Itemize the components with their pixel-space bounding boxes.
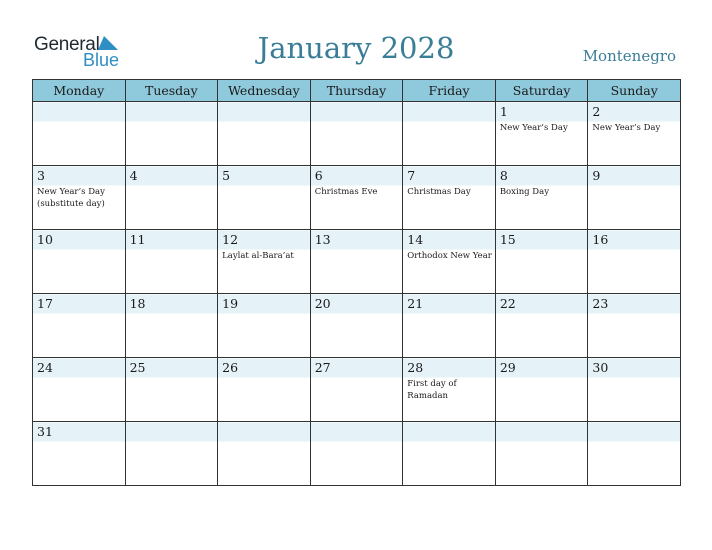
day-cell: [495, 166, 588, 230]
day-cell: [495, 358, 588, 422]
day-cell: [495, 102, 588, 166]
day-number: 27: [314, 360, 331, 375]
day-number: 22: [499, 296, 516, 311]
day-number: 21: [407, 296, 424, 311]
day-cell: [310, 422, 403, 486]
day-number: 11: [129, 232, 146, 247]
day-cell: [310, 230, 403, 294]
day-number: 13: [314, 232, 331, 247]
logo-word-blue: Blue: [83, 50, 120, 70]
day-cell: [310, 166, 403, 230]
day-number: 24: [37, 360, 53, 375]
day-cell: [125, 294, 218, 358]
day-number: 4: [129, 168, 138, 183]
day-cell: [33, 166, 126, 230]
day-cell: [403, 102, 496, 166]
day-cell: [310, 358, 403, 422]
day-number: 25: [129, 360, 146, 375]
logo-word-general: General: [34, 34, 100, 55]
day-cell: [588, 102, 681, 166]
day-number: 15: [499, 232, 516, 247]
weekday-header-row: [33, 80, 681, 102]
day-cell: [403, 230, 496, 294]
day-cell: [588, 422, 681, 486]
holiday-label: Orthodox New Year: [407, 251, 492, 261]
day-cell: [218, 102, 311, 166]
week-row: [33, 358, 681, 422]
holiday-label: Laylat al-Bara’at: [222, 251, 294, 261]
day-cell: [125, 358, 218, 422]
day-number: 14: [407, 232, 424, 247]
day-number: 1: [499, 104, 508, 119]
day-cell: [403, 422, 496, 486]
day-number: 17: [37, 296, 53, 311]
week-row: [33, 422, 681, 486]
day-number: 12: [222, 232, 239, 247]
day-cell: [33, 102, 126, 166]
day-number: 2: [592, 104, 601, 119]
day-cell: [218, 166, 311, 230]
day-number: 5: [222, 168, 231, 183]
day-cell: [218, 422, 311, 486]
day-cell: [588, 294, 681, 358]
day-cell: [403, 358, 496, 422]
day-number: 29: [499, 360, 516, 375]
week-row: [33, 166, 681, 230]
weekday-header: Friday: [403, 80, 496, 102]
day-cell: [495, 294, 588, 358]
day-cell: [33, 230, 126, 294]
weekday-header: Wednesday: [218, 80, 311, 102]
day-cell: [125, 102, 218, 166]
day-cell: [33, 358, 126, 422]
day-number: 23: [592, 296, 609, 311]
day-number: 8: [499, 168, 508, 183]
calendar-grid: [32, 79, 681, 486]
day-cell: [218, 230, 311, 294]
weekday-header: Thursday: [310, 80, 403, 102]
country-label: Montenegro: [582, 47, 676, 65]
day-number: 26: [222, 360, 239, 375]
day-number: 18: [129, 296, 146, 311]
day-number: 20: [314, 296, 331, 311]
day-cell: [125, 230, 218, 294]
day-cell: [403, 294, 496, 358]
weekday-header: Sunday: [588, 80, 681, 102]
day-cell: [403, 166, 496, 230]
holiday-label: Christmas Day: [407, 187, 471, 197]
holiday-label: Christmas Eve: [314, 187, 378, 197]
day-cell: [218, 294, 311, 358]
day-cell: [495, 230, 588, 294]
holiday-label: New Year’s Day: [499, 123, 568, 133]
day-number: 19: [222, 296, 239, 311]
day-cell: [588, 358, 681, 422]
day-number: 10: [37, 232, 53, 247]
day-cell: [218, 358, 311, 422]
week-row: [33, 102, 681, 166]
day-number: 3: [37, 168, 45, 183]
day-cell: [33, 294, 126, 358]
holiday-label: New Year’s Day: [592, 123, 661, 133]
holiday-label: New Year’s Day (substitute day): [37, 187, 105, 209]
day-number: 9: [592, 168, 601, 183]
day-cell: [495, 422, 588, 486]
day-cell: [310, 102, 403, 166]
day-number: 6: [314, 168, 323, 183]
day-cell: [125, 422, 218, 486]
weekday-header: Monday: [33, 80, 126, 102]
holiday-label: First day of Ramadan: [407, 379, 457, 401]
day-cell: [310, 294, 403, 358]
day-number: 7: [407, 168, 416, 183]
week-row: [33, 230, 681, 294]
week-row: [33, 294, 681, 358]
day-cell: [588, 166, 681, 230]
holiday-label: Boxing Day: [499, 187, 549, 197]
weekday-header: Saturday: [495, 80, 588, 102]
weekday-header: Tuesday: [125, 80, 218, 102]
day-number: 31: [37, 424, 53, 439]
day-number: 28: [407, 360, 424, 375]
day-cell: [125, 166, 218, 230]
day-cell: [33, 422, 126, 486]
day-number: 30: [592, 360, 609, 375]
day-cell: [588, 230, 681, 294]
day-number: 16: [592, 232, 609, 247]
calendar-title: January 2028: [257, 31, 455, 65]
